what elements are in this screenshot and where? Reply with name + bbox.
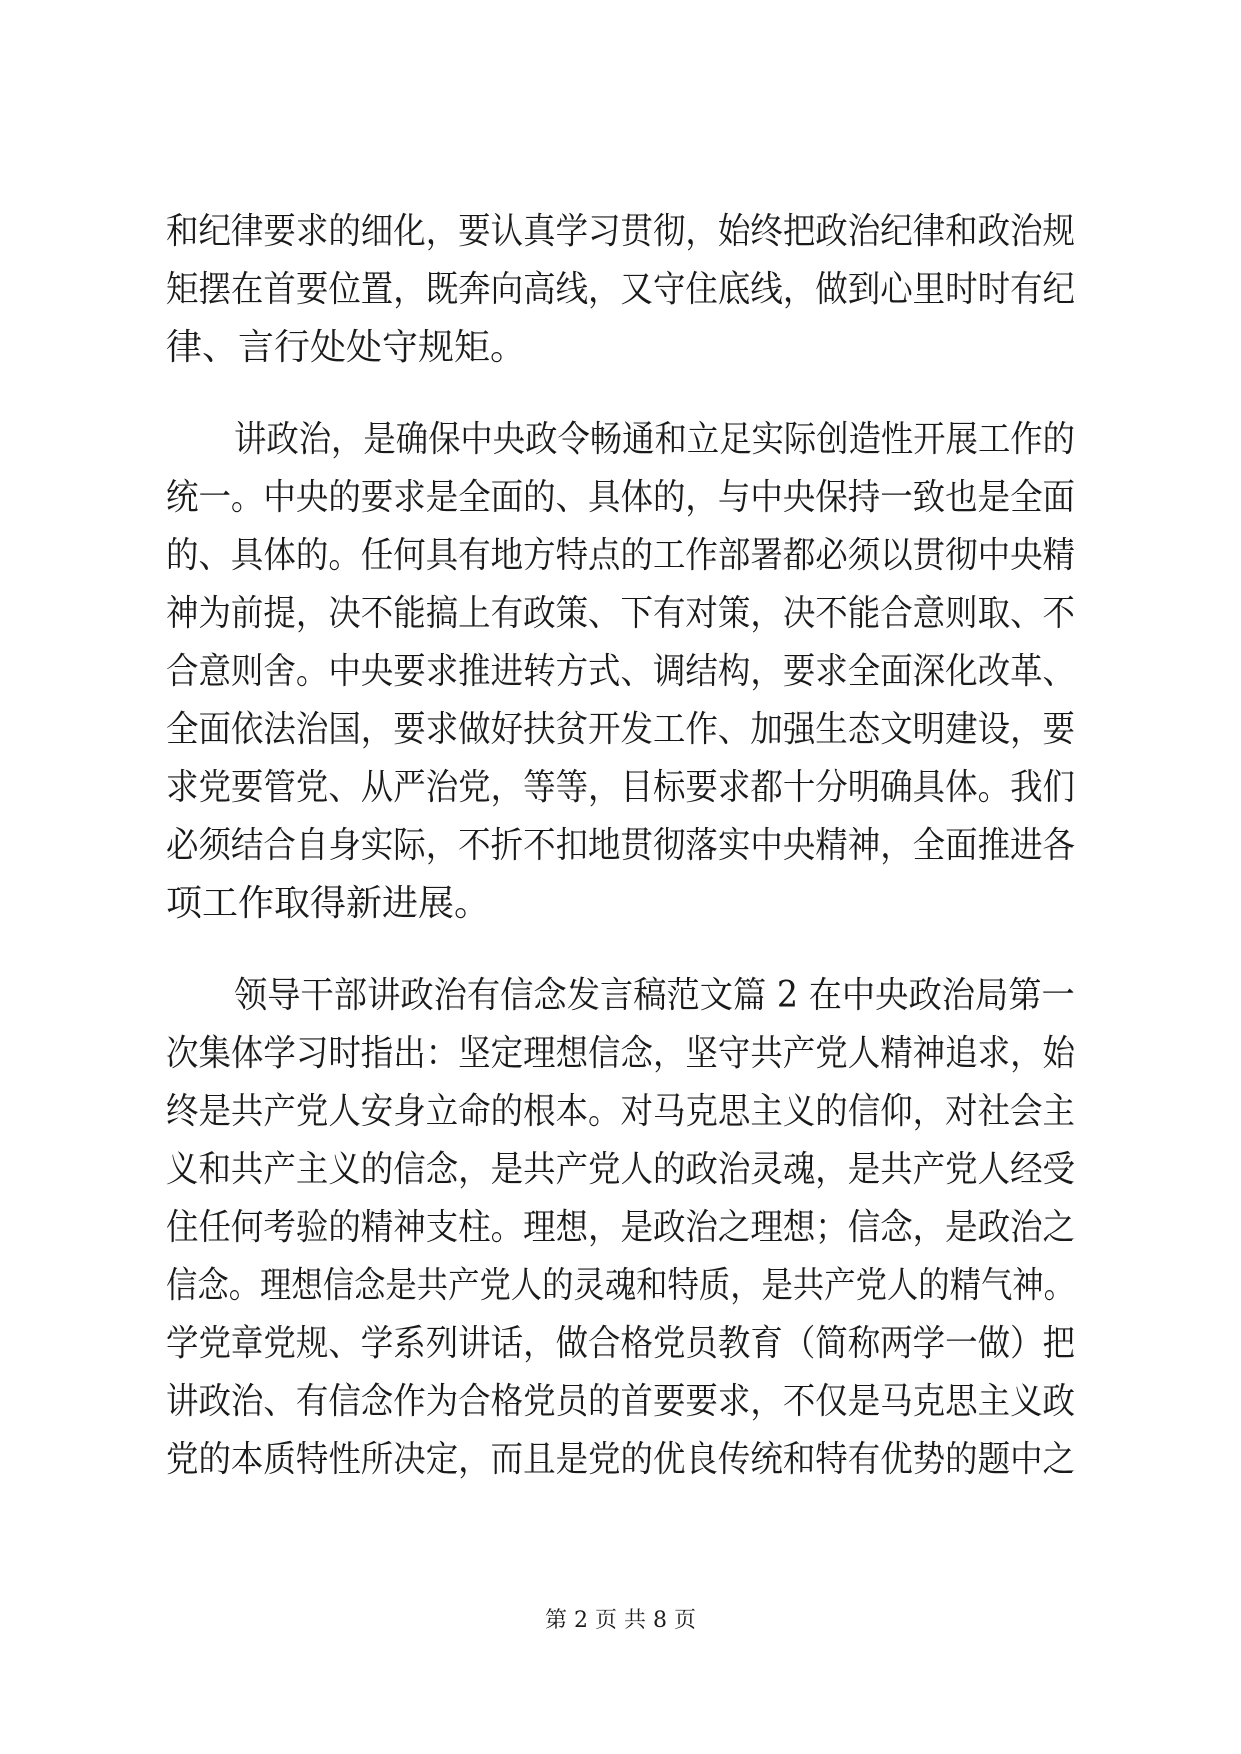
text-line <box>0 1430 1241 1490</box>
line-text: 讲政治，是确保中央政令畅通和立足实际创造性开展工作的 <box>234 419 1076 460</box>
text-line <box>0 1024 1241 1084</box>
line-text: 项工作取得新进展。 <box>166 883 491 924</box>
line-text: 必须结合自身实际，不折不扣地贯彻落实中央精神，全面推进各 <box>166 825 1076 866</box>
line-text: 律、言行处处守规矩。 <box>166 327 527 368</box>
line-text: 神为前提，决不能搞上有政策、下有对策，决不能合意则取、不 <box>166 593 1076 634</box>
line-text: 学党章党规、学系列讲话，做合格党员教育（简称两学一做）把 <box>166 1323 1076 1364</box>
line-text: 统一。中央的要求是全面的、具体的，与中央保持一致也是全面 <box>166 477 1076 518</box>
line-text: 党的本质特性所决定，而且是党的优良传统和特有优势的题中之 <box>166 1439 1076 1480</box>
page-footer: 第 2 页 共 8 页 <box>545 1608 696 1633</box>
text-line <box>0 260 1241 320</box>
text-line <box>0 1314 1241 1374</box>
text-line <box>0 1082 1241 1142</box>
text-line <box>0 642 1241 702</box>
text-line <box>0 202 1241 262</box>
line-text: 信念。理想信念是共产党人的灵魂和特质，是共产党人的精气神。 <box>166 1265 1076 1306</box>
line-text: 次集体学习时指出：坚定理想信念，坚守共产党人精神追求，始 <box>166 1033 1076 1074</box>
text-line <box>0 526 1241 586</box>
text-line <box>0 816 1241 876</box>
text-line <box>0 1198 1241 1258</box>
text-line <box>0 874 1241 934</box>
line-text: 领导干部讲政治有信念发言稿范文篇 2 在中央政治局第一 <box>234 975 1075 1016</box>
line-text: 求党要管党、从严治党，等等，目标要求都十分明确具体。我们 <box>166 767 1076 808</box>
text-line <box>0 1256 1241 1316</box>
line-text: 义和共产主义的信念，是共产党人的政治灵魂，是共产党人经受 <box>166 1149 1076 1190</box>
text-line <box>0 1372 1241 1432</box>
line-text: 全面依法治国，要求做好扶贫开发工作、加强生态文明建设，要 <box>166 709 1076 750</box>
text-line <box>0 700 1241 760</box>
text-line <box>0 758 1241 818</box>
line-text: 和纪律要求的细化，要认真学习贯彻，始终把政治纪律和政治规 <box>166 211 1076 252</box>
text-line <box>0 410 1241 470</box>
line-text: 的、具体的。任何具有地方特点的工作部署都必须以贯彻中央精 <box>166 535 1076 576</box>
text-line <box>0 318 1241 378</box>
text-line <box>0 1140 1241 1200</box>
line-text: 讲政治、有信念作为合格党员的首要要求，不仅是马克思主义政 <box>166 1381 1076 1422</box>
line-text: 矩摆在首要位置，既奔向高线，又守住底线，做到心里时时有纪 <box>166 269 1076 310</box>
line-text: 住任何考验的精神支柱。理想，是政治之理想；信念，是政治之 <box>166 1207 1076 1248</box>
text-line <box>0 468 1241 528</box>
line-text: 合意则舍。中央要求推进转方式、调结构，要求全面深化改革、 <box>166 651 1076 692</box>
line-text: 终是共产党人安身立命的根本。对马克思主义的信仰，对社会主 <box>166 1091 1076 1132</box>
text-line <box>0 584 1241 644</box>
text-line <box>0 966 1241 1026</box>
